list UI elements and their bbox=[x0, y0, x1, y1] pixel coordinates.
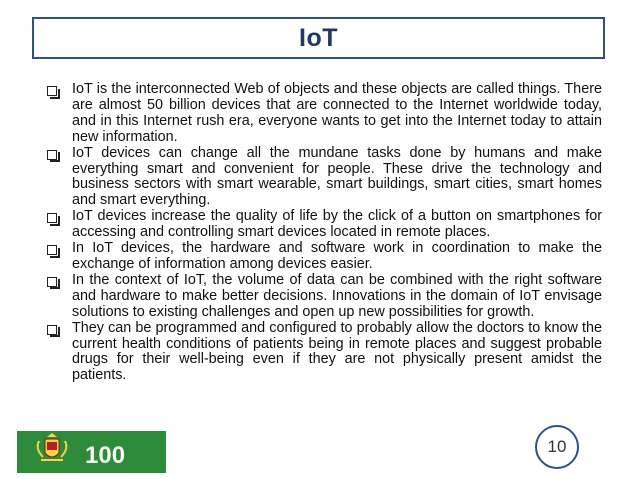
logo-digit-one: 100 bbox=[85, 442, 126, 469]
title-box bbox=[32, 17, 605, 59]
slide-title: IoT bbox=[299, 23, 338, 52]
bullet-item bbox=[46, 273, 602, 321]
centenary-logo-icon bbox=[17, 431, 166, 473]
checkbox-bullet-icon bbox=[47, 213, 57, 223]
bullet-item bbox=[46, 146, 602, 210]
crest-icon bbox=[38, 433, 67, 461]
checkbox-bullet-icon bbox=[47, 325, 57, 335]
checkbox-bullet-icon bbox=[47, 245, 57, 255]
bullet-list bbox=[46, 82, 602, 384]
bullet-text: IoT devices increase the quality of life by the click of a button on smartphones for accessing and controlling smart devices located in remote places. bbox=[72, 208, 602, 241]
university-centenary-logo bbox=[17, 431, 166, 473]
checkbox-bullet-icon bbox=[47, 150, 57, 160]
bullet-item bbox=[46, 82, 602, 146]
bullet-item bbox=[46, 209, 602, 241]
checkbox-bullet-icon bbox=[47, 86, 57, 96]
checkbox-bullet-icon bbox=[47, 277, 57, 287]
bullet-text: IoT devices can change all the mundane tasks done by humans and make everything smart and convenient for people. These drive the technology and business sectors with smart wearable, smart buildings, smart cities, smart homes and smart everything. bbox=[72, 144, 602, 209]
bullet-text: In IoT devices, the hardware and software work in coordination to make the exchange of information among devices easier. bbox=[72, 240, 602, 272]
bullet-item bbox=[46, 241, 602, 273]
bullet-item bbox=[46, 321, 602, 385]
page-number-badge bbox=[535, 425, 579, 469]
bullet-text: In the context of IoT, the volume of data can be combined with the right software and hardware to make better decisions. Innovations in the domain of IoT envisage solutions to existing challenges and open up new possibilities for growth. bbox=[72, 271, 602, 320]
bullet-text: They can be programmed and configured to probably allow the doctors to know the current health conditions of patients being in remote places and suggest probable drugs for their well-being even if they are not physically present amidst the patients. bbox=[72, 319, 602, 384]
bullet-text: IoT is the interconnected Web of objects and these objects are called things. There are almost 50 billion devices that are connected to the Internet worldwide today, and in this Internet rush era, everyone wants to get into the Internet today to attain new information. bbox=[72, 81, 602, 145]
page-number: 10 bbox=[547, 437, 567, 456]
